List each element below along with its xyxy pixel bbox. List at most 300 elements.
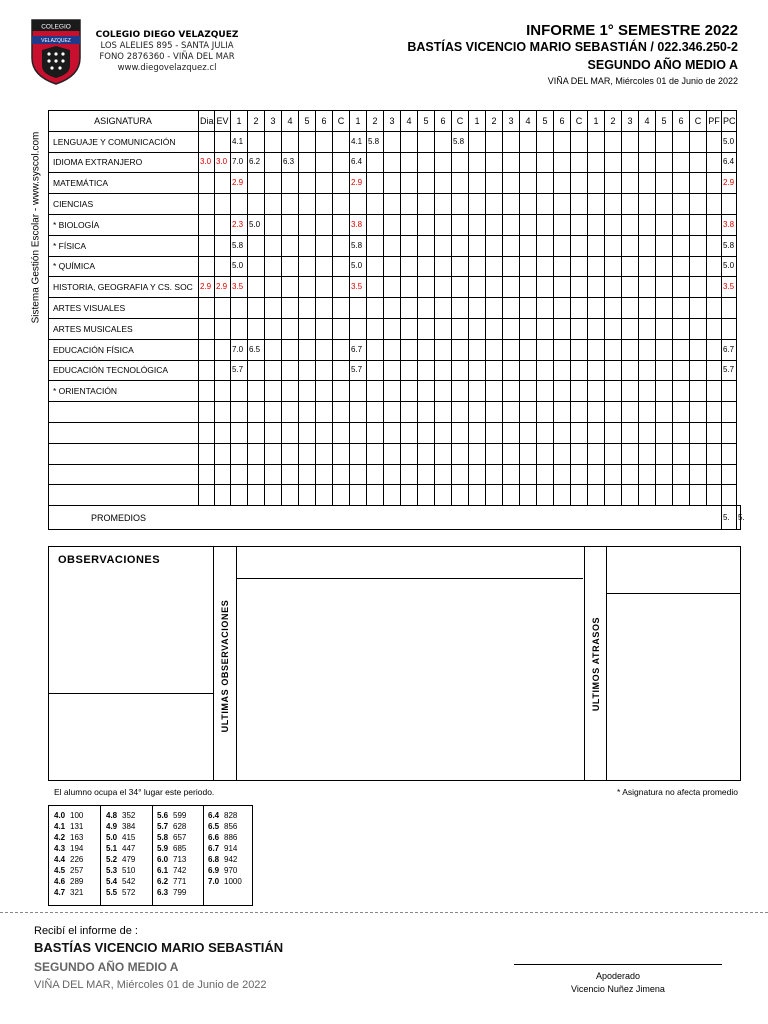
grade-cell — [537, 402, 554, 423]
grade-cell: 5.0 — [722, 256, 737, 277]
grade-cell: 2.9 — [199, 277, 215, 298]
grade-cell — [316, 402, 333, 423]
grade-cell: 2.9 — [215, 277, 231, 298]
grade-cell — [452, 464, 469, 485]
grade-cell — [316, 173, 333, 194]
grade-cell — [690, 173, 707, 194]
grade-cell — [554, 422, 571, 443]
grade-cell — [231, 443, 248, 464]
grade-cell — [656, 339, 673, 360]
grade-cell — [639, 422, 656, 443]
header-cell: 4 — [639, 111, 656, 132]
grade-cell — [605, 298, 622, 319]
grade-cell — [503, 464, 520, 485]
grade-cell — [333, 360, 350, 381]
table-row — [49, 443, 741, 464]
header-cell: 5 — [537, 111, 554, 132]
grade-cell — [452, 152, 469, 173]
grade-cell — [707, 360, 722, 381]
grade-cell — [486, 235, 503, 256]
grade-cell — [469, 318, 486, 339]
grade-cell — [520, 298, 537, 319]
scale-points: 384 — [122, 822, 136, 831]
scale-points: 799 — [173, 888, 187, 897]
grade-cell — [418, 194, 435, 215]
ultimas-right-line — [236, 546, 237, 781]
grade-cell — [418, 360, 435, 381]
scale-grade: 5.3 — [106, 866, 118, 875]
grade-cell — [503, 402, 520, 423]
observations-title: OBSERVACIONES — [58, 554, 161, 566]
grade-cell — [418, 422, 435, 443]
grade-cell — [265, 214, 282, 235]
grade-cell — [605, 131, 622, 152]
scale-points: 194 — [70, 844, 84, 853]
grade-cell — [571, 214, 588, 235]
grade-cell — [707, 131, 722, 152]
grade-cell — [605, 235, 622, 256]
header-cell: 4 — [401, 111, 418, 132]
grade-cell — [316, 422, 333, 443]
grade-cell — [639, 298, 656, 319]
grade-cell — [707, 277, 722, 298]
grade-cell — [707, 256, 722, 277]
grade-cell — [469, 381, 486, 402]
grade-cell — [316, 464, 333, 485]
subject-name: EDUCACIÓN FÍSICA — [49, 339, 199, 360]
grade-cell — [469, 194, 486, 215]
grade-cell: 5.8 — [452, 131, 469, 152]
grade-cell — [486, 464, 503, 485]
crest-band-text: VELAZQUEZ — [41, 38, 71, 44]
grade-cell — [282, 464, 299, 485]
grade-cell — [588, 131, 605, 152]
grade-cell — [248, 277, 265, 298]
scale-points: 742 — [173, 866, 187, 875]
grade-cell — [401, 235, 418, 256]
observations-divider — [48, 693, 214, 694]
grade-cell — [418, 381, 435, 402]
grade-cell — [622, 422, 639, 443]
grade-cell — [401, 194, 418, 215]
grade-cell — [707, 464, 722, 485]
grade-cell — [265, 235, 282, 256]
scale-grade: 5.0 — [106, 833, 118, 842]
grade-cell — [384, 131, 401, 152]
grade-cell — [469, 173, 486, 194]
grade-cell — [469, 277, 486, 298]
table-row — [49, 194, 741, 215]
grade-cell — [588, 443, 605, 464]
grade-cell — [199, 422, 215, 443]
scale-points: 447 — [122, 844, 136, 853]
grade-cell — [384, 422, 401, 443]
grade-cell — [656, 214, 673, 235]
grade-cell: 6.7 — [350, 339, 367, 360]
grade-cell — [350, 485, 367, 506]
header-cell: 2 — [248, 111, 265, 132]
receipt-course: SEGUNDO AÑO MEDIO A — [34, 960, 179, 974]
grade-cell — [333, 318, 350, 339]
grade-cell — [554, 194, 571, 215]
grade-cell — [350, 298, 367, 319]
grade-cell — [588, 422, 605, 443]
grade-cell — [520, 464, 537, 485]
grade-cell — [265, 443, 282, 464]
grade-cell — [605, 194, 622, 215]
grade-cell — [435, 360, 452, 381]
grade-cell — [503, 381, 520, 402]
grade-cell — [605, 485, 622, 506]
grade-cell — [520, 256, 537, 277]
school-website: www.diegovelazquez.cl — [117, 63, 217, 73]
grade-cell — [537, 235, 554, 256]
grade-cell — [384, 360, 401, 381]
grade-cell — [554, 152, 571, 173]
grade-cell — [418, 339, 435, 360]
grade-cell — [656, 235, 673, 256]
scale-grade: 4.2 — [54, 833, 66, 842]
header-cell: 3 — [503, 111, 520, 132]
grade-cell — [199, 360, 215, 381]
school-phone: FONO 2876360 - VIÑA DEL MAR — [99, 52, 235, 62]
header-cell: Dia — [199, 111, 215, 132]
grade-cell — [265, 339, 282, 360]
scale-points: 542 — [122, 877, 136, 886]
grade-cell — [401, 443, 418, 464]
grade-cell — [469, 298, 486, 319]
grade-cell — [520, 214, 537, 235]
grade-cell — [265, 422, 282, 443]
grade-cell — [367, 464, 384, 485]
grade-cell: 3.5 — [350, 277, 367, 298]
grade-cell — [333, 443, 350, 464]
grade-cell — [350, 402, 367, 423]
grade-cell — [605, 443, 622, 464]
grade-cell: 3.5 — [722, 277, 737, 298]
grade-cell — [282, 318, 299, 339]
grade-cell — [435, 173, 452, 194]
subject-name: ARTES VISUALES — [49, 298, 199, 319]
grade-cell — [673, 214, 690, 235]
header-cell: PF — [707, 111, 722, 132]
grade-cell — [520, 402, 537, 423]
grade-cell — [673, 277, 690, 298]
grade-cell — [418, 131, 435, 152]
grade-cell — [537, 485, 554, 506]
scale-entry — [157, 810, 186, 821]
scale-entry — [208, 854, 242, 865]
grade-cell — [639, 131, 656, 152]
scale-grade: 4.3 — [54, 844, 66, 853]
grade-cell — [622, 381, 639, 402]
grade-cell — [215, 173, 231, 194]
scale-divider — [203, 806, 204, 905]
grade-cell — [435, 318, 452, 339]
grade-cell — [384, 443, 401, 464]
grade-cell — [486, 443, 503, 464]
grade-cell — [333, 422, 350, 443]
school-info — [92, 30, 242, 74]
grade-cell — [622, 256, 639, 277]
grade-cell — [622, 339, 639, 360]
grade-cell — [722, 422, 737, 443]
scale-points: 321 — [70, 888, 84, 897]
scale-entry — [157, 854, 186, 865]
grade-cell — [588, 194, 605, 215]
grade-cell — [299, 485, 316, 506]
ultimas-divider — [236, 578, 583, 579]
grade-cell — [299, 464, 316, 485]
grade-cell — [707, 214, 722, 235]
grade-cell — [588, 339, 605, 360]
grade-cell — [435, 152, 452, 173]
grade-cell — [367, 194, 384, 215]
grade-cell — [690, 464, 707, 485]
scale-points: 828 — [224, 811, 238, 820]
grade-cell — [215, 485, 231, 506]
grade-cell — [215, 402, 231, 423]
grade-cell — [690, 422, 707, 443]
promedios-label: PROMEDIOS — [49, 506, 722, 530]
grade-cell — [571, 485, 588, 506]
grade-cell — [622, 443, 639, 464]
grade-cell — [316, 152, 333, 173]
grade-cell — [452, 339, 469, 360]
grade-cell — [367, 381, 384, 402]
grade-cell — [554, 256, 571, 277]
grade-cell — [215, 298, 231, 319]
grade-cell — [199, 194, 215, 215]
grade-cell — [503, 194, 520, 215]
grade-cell — [503, 422, 520, 443]
grade-cell — [265, 173, 282, 194]
grade-cell — [639, 194, 656, 215]
grade-cell — [520, 360, 537, 381]
grade-cell — [673, 339, 690, 360]
scale-points: 479 — [122, 855, 136, 864]
grade-cell — [707, 318, 722, 339]
grade-cell — [435, 214, 452, 235]
scale-column — [157, 810, 186, 898]
grade-cell — [333, 464, 350, 485]
table-row — [49, 360, 741, 381]
signature-line — [514, 964, 722, 965]
scale-divider — [152, 806, 153, 905]
grade-cell — [707, 485, 722, 506]
grade-cell — [215, 318, 231, 339]
grade-cell — [469, 256, 486, 277]
table-row — [49, 339, 741, 360]
grade-cell — [299, 214, 316, 235]
grade-cell — [401, 339, 418, 360]
scale-entry — [208, 876, 242, 887]
grade-cell — [503, 360, 520, 381]
grade-cell — [350, 464, 367, 485]
table-row — [49, 422, 741, 443]
grade-cell: 4.1 — [350, 131, 367, 152]
scale-grade: 4.5 — [54, 866, 66, 875]
scale-entry — [54, 832, 83, 843]
scale-points: 599 — [173, 811, 187, 820]
grade-cell — [215, 443, 231, 464]
grade-cell — [690, 298, 707, 319]
grade-cell — [690, 152, 707, 173]
grade-cell — [248, 443, 265, 464]
grade-cell — [316, 485, 333, 506]
scale-entry — [54, 854, 83, 865]
header-cell: 6 — [554, 111, 571, 132]
grade-cell — [469, 360, 486, 381]
grade-cell — [282, 381, 299, 402]
grade-cell — [622, 152, 639, 173]
grade-cell: 5.7 — [231, 360, 248, 381]
table-row — [49, 381, 741, 402]
grade-cell — [639, 235, 656, 256]
grade-cell — [401, 381, 418, 402]
grade-cell — [656, 277, 673, 298]
header-cell: 3 — [622, 111, 639, 132]
grade-cell — [503, 318, 520, 339]
grade-cell — [199, 235, 215, 256]
header-cell: 2 — [605, 111, 622, 132]
report-title: INFORME 1° SEMESTRE 2022 — [526, 22, 738, 39]
grade-cell — [333, 485, 350, 506]
subject-name: ARTES MUSICALES — [49, 318, 199, 339]
scale-entry — [208, 821, 242, 832]
grade-cell — [333, 173, 350, 194]
grade-cell — [282, 298, 299, 319]
grade-cell — [722, 318, 737, 339]
grade-cell — [571, 360, 588, 381]
grade-cell — [316, 256, 333, 277]
grade-cell — [299, 422, 316, 443]
scale-entry — [54, 887, 83, 898]
grade-cell — [350, 318, 367, 339]
grade-cell — [435, 235, 452, 256]
scale-entry — [106, 810, 135, 821]
grade-cell — [248, 381, 265, 402]
school-name: COLEGIO DIEGO VELAZQUEZ — [95, 30, 239, 40]
grade-cell — [384, 256, 401, 277]
grade-cell — [486, 422, 503, 443]
grade-cell — [605, 402, 622, 423]
grade-cell — [656, 298, 673, 319]
grade-cell — [722, 194, 737, 215]
scale-points: 131 — [70, 822, 84, 831]
grade-cell — [690, 485, 707, 506]
grade-cell: 6.7 — [722, 339, 737, 360]
grade-cell — [690, 381, 707, 402]
grade-cell — [452, 443, 469, 464]
scale-points: 914 — [224, 844, 238, 853]
grade-cell — [503, 173, 520, 194]
grade-cell — [537, 339, 554, 360]
grade-cell — [673, 131, 690, 152]
grade-cell — [571, 173, 588, 194]
grade-cell — [571, 194, 588, 215]
grade-cell — [503, 298, 520, 319]
scale-grade: 6.0 — [157, 855, 169, 864]
cut-line — [0, 912, 768, 913]
grade-cell — [231, 422, 248, 443]
grade-cell — [588, 235, 605, 256]
table-row — [49, 485, 741, 506]
grade-cell — [503, 214, 520, 235]
grade-cell — [690, 214, 707, 235]
scale-grade: 4.8 — [106, 811, 118, 820]
grade-cell — [282, 277, 299, 298]
scale-grade: 4.4 — [54, 855, 66, 864]
grade-cell — [571, 422, 588, 443]
grade-cell — [418, 152, 435, 173]
grade-cell — [486, 194, 503, 215]
grade-cell — [418, 298, 435, 319]
grade-cell — [639, 464, 656, 485]
grade-cell — [316, 194, 333, 215]
scale-entry — [157, 876, 186, 887]
scale-grade: 7.0 — [208, 877, 220, 886]
grade-cell — [367, 360, 384, 381]
grade-cell — [588, 298, 605, 319]
grade-cell — [199, 485, 215, 506]
scale-entry — [106, 865, 135, 876]
grade-cell — [486, 360, 503, 381]
grade-cell — [722, 381, 737, 402]
grade-cell — [588, 173, 605, 194]
grade-cell — [384, 173, 401, 194]
table-row — [49, 173, 741, 194]
grade-cell — [199, 214, 215, 235]
grade-cell — [605, 173, 622, 194]
scale-grade: 6.7 — [208, 844, 220, 853]
scale-entry — [208, 832, 242, 843]
header-cell: 2 — [486, 111, 503, 132]
school-crest — [28, 14, 84, 86]
grade-cell — [199, 339, 215, 360]
grade-cell — [215, 256, 231, 277]
grade-cell — [571, 277, 588, 298]
grade-cell: 2.3 — [231, 214, 248, 235]
atrasos-left-line — [584, 546, 585, 781]
grade-cell — [571, 256, 588, 277]
scale-points: 970 — [224, 866, 238, 875]
scale-points: 657 — [173, 833, 187, 842]
grade-cell — [469, 464, 486, 485]
subject-name — [49, 402, 199, 423]
grade-cell — [265, 298, 282, 319]
table-row — [49, 277, 741, 298]
grade-cell — [435, 194, 452, 215]
grade-cell — [622, 277, 639, 298]
grade-cell — [588, 402, 605, 423]
table-row — [49, 152, 741, 173]
grade-cell — [656, 485, 673, 506]
grade-cell — [707, 381, 722, 402]
grade-cell — [520, 443, 537, 464]
grade-cell — [333, 339, 350, 360]
header-cell: C — [571, 111, 588, 132]
header-cell: 4 — [520, 111, 537, 132]
grade-cell: 6.4 — [722, 152, 737, 173]
grade-cell — [199, 173, 215, 194]
grade-cell — [282, 173, 299, 194]
grade-cell — [622, 402, 639, 423]
grade-cell — [537, 173, 554, 194]
grade-cell — [401, 360, 418, 381]
grade-cell — [639, 381, 656, 402]
grade-cell — [622, 485, 639, 506]
